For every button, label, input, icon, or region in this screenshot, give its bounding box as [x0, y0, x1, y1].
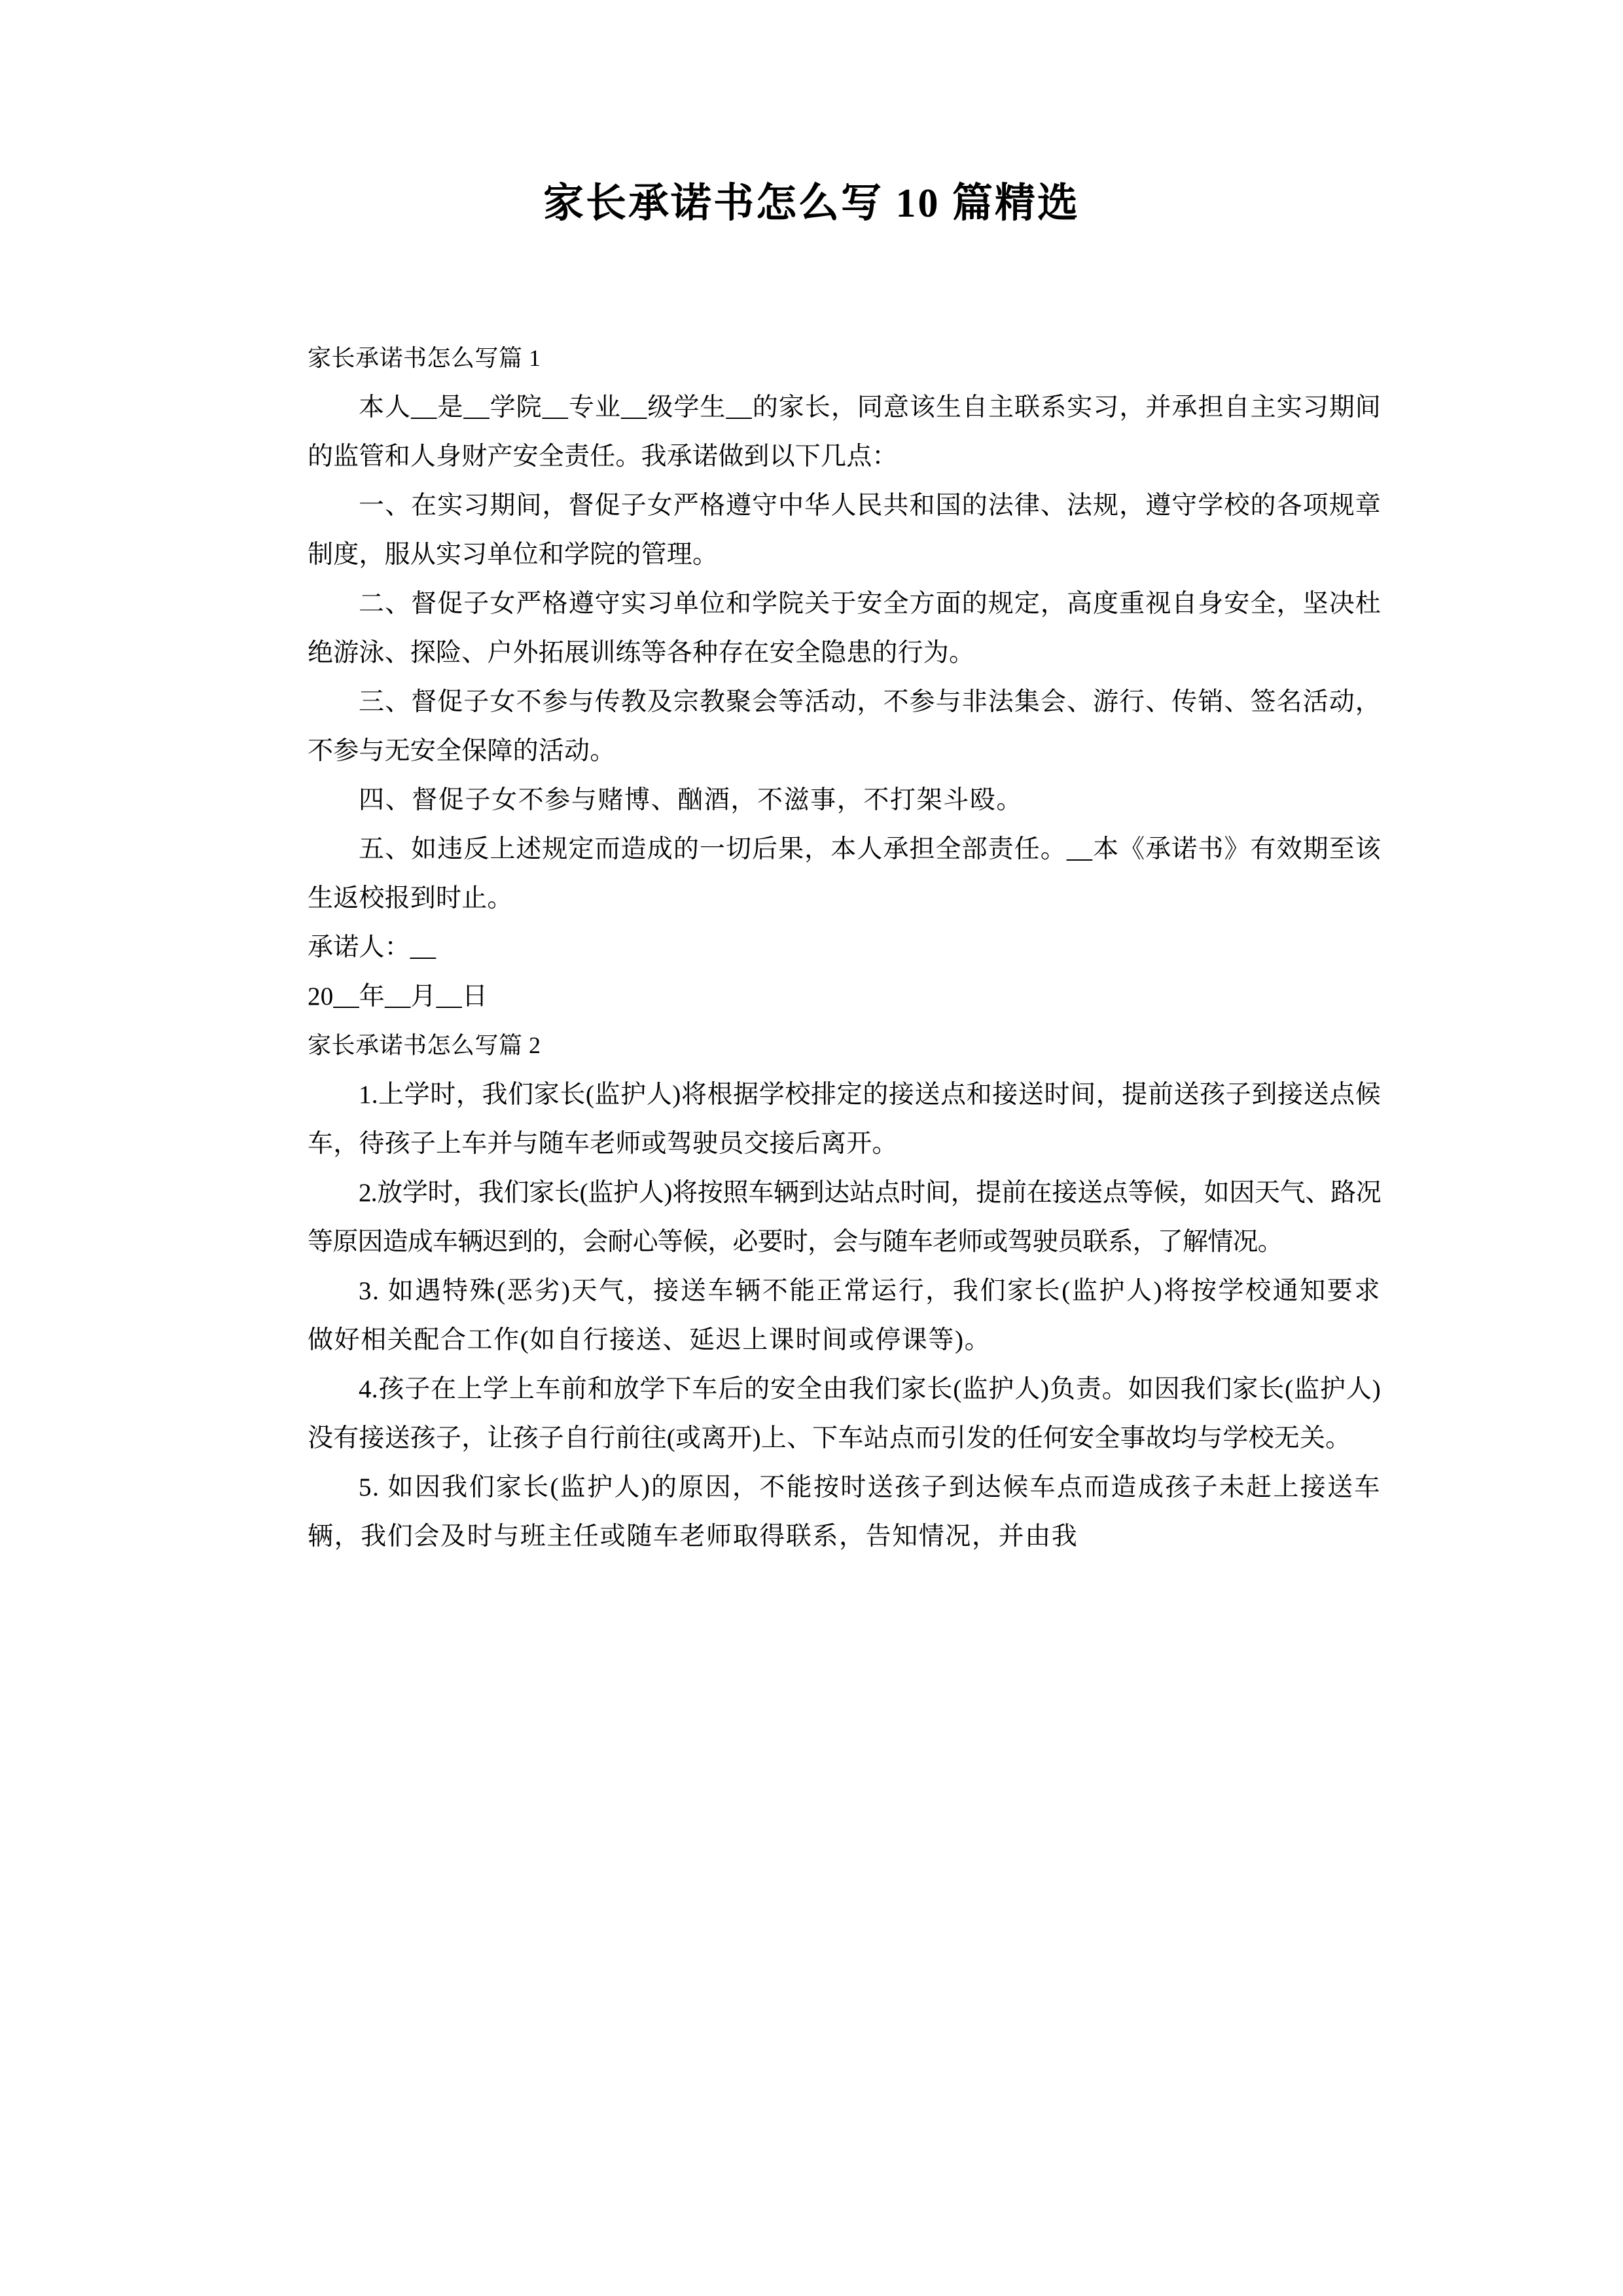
- signature-line-date: 20__年__月__日: [308, 982, 488, 1011]
- paragraph: 二、督促子女严格遵守实习单位和学院关于安全方面的规定，高度重视自身安全，坚决杜绝游泳、探险、户外拓展训练等各种存在安全隐患的行为。: [308, 590, 1381, 667]
- paragraph: 1.上学时，我们家长(监护人)将根据学校排定的接送点和接送时间，提前送孩子到接送点候车，待孩子上车并与随车老师或驾驶员交接后离开。: [308, 1081, 1381, 1158]
- document-body: [308, 334, 1381, 1561]
- page-title: 家长承诺书怎么写 10 篇精选: [543, 181, 1080, 226]
- paragraph: 5. 如因我们家长(监护人)的原因，不能按时送孩子到达候车点而造成孩子未赶上接送车辆，我们会及时与班主任或随车老师取得联系，告知情况，并由我: [308, 1473, 1381, 1551]
- paragraph: 3. 如遇特殊(恶劣)天气，接送车辆不能正常运行，我们家长(监护人)将按学校通知要求做好相关配合工作(如自行接送、延迟上课时间或停课等)。: [308, 1277, 1381, 1354]
- paragraph: 一、在实习期间，督促子女严格遵守中华人民共和国的法律、法规，遵守学校的各项规章制度，服从实习单位和学院的管理。: [308, 492, 1381, 569]
- paragraph: 4.孩子在上学上车前和放学下车后的安全由我们家长(监护人)负责。如因我们家长(监护人)没有接送孩子，让孩子自行前往(或离开)上、下车站点而引发的任何安全事故均与学校无关。: [308, 1375, 1381, 1452]
- paragraph: 2.放学时，我们家长(监护人)将按照车辆到达站点时间，提前在接送点等候，如因天气、路况等原因造成车辆迟到的，会耐心等候，必要时，会与随车老师或驾驶员联系，了解情况。: [308, 1179, 1381, 1256]
- paragraph: 本人__是__学院__专业__级学生__的家长，同意该生自主联系实习，并承担自主实习期间的监管和人身财产安全责任。我承诺做到以下几点：: [308, 393, 1381, 471]
- paragraph: 四、督促子女不参与赌博、酗酒，不滋事，不打架斗殴。: [359, 786, 1024, 814]
- section-heading-2: 家长承诺书怎么写篇 2: [308, 1032, 541, 1058]
- paragraph: 三、督促子女不参与传教及宗教聚会等活动，不参与非法集会、游行、传销、签名活动，不参与无安全保障的活动。: [308, 688, 1381, 765]
- section-heading-1: 家长承诺书怎么写篇 1: [308, 345, 541, 371]
- signature-line-promisor: 承诺人：__: [308, 933, 437, 961]
- paragraph: 五、如违反上述规定而造成的一切后果，本人承担全部责任。__本《承诺书》有效期至该生返校报到时止。: [308, 835, 1381, 912]
